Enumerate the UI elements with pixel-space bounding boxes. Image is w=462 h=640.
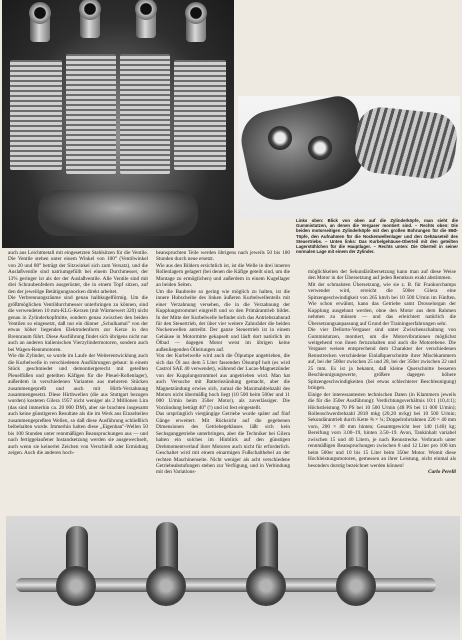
paragraph: Um die Baubreite so gering wie möglich zu halten, ist die innere Hubscheibe des linken äußeren Kurbelwellenteils mit einer Verzahnung versehen, die in die Verzahnung der Kupplungstrommel eingreift und so den Primärantrieb bildet. In der Mitte der Kurbelwelle befindet sich das Antriebszahnrad für den Steuertrieb, der über vier weitere Zahnräder die beiden Nockenwellen antreibt. Der ganze Steuertrieb ist in einem Gehäuse in Motormitte gekapselt und läuft dort natürlich im Ölbad — dagegen Motor weist im übrigen keine außenliegenden Ölleitungen auf.: [156, 288, 290, 353]
paragraph: Einige der interessantesten technischen Daten (in Klammern jeweils die für die 350er Ausführung): Verdichtungsverhältnis 10:1 (10,4:1); Höchstleistung 70 PS bei 10 500 U/min (48 PS bei 11 000 U/min); Rollenschwerdrehzahl 2818 mkg (20,20 m/kg) bei 10 500 U/min; Sekundärantrieb durch Kette ⅝ × ¼; Doppelrohrrahmen 220 × 40 mm vorn, 200 × 40 mm hinten; Gesamtgewicht leer 140 (140) kg; Bereifung vorn 3.00–19, hinten 3.50–19. Avon, Tankinhalt variabel zwischen 15 und 40 Litern, je nach Rennstrecke. Verbrauch unter rennmäßigen Beanspruchungen zwischen 8 und 12 Liter pro 100 km beim 500er und 10 bis 15 Liter beim 350er Motor. Womit diese Hochleistungsmotoren, gemessen an ihrer Leistung, nicht einmal als besonders durstig bezeichnet werden können!: [308, 391, 456, 469]
paragraph: Von der Kurbelwelle wird auch die Ölpumpe angetrieben, die sich das Öl aus dem 5 Liter fassenden Ölsumpf holt (es wird Castrol SAE 40 verwendet), während der Lucas-Magnetzünder von der Kupplungstrommel aus angetrieben wird. Man hat auch Versuche mit Batteriezündung gemacht, aber die Magnetzündung erwies sich, zumal die Maximaldrehzahl des Motors nicht übermäßig hoch liegt (10 500 beim 500er und 11 000 U/min beim 350er Motor), als zuverlässiger. Die Vorzündung beträgt 40° (!) und ist fest eingestellt.: [156, 353, 290, 411]
author-signature: Carlo Perelli: [428, 469, 456, 476]
paragraph: Mit der schmalsten Übersetzung, wie sie z. B. für Frankorchamps verwendet wird, erreicht die 500er Gilera eine Spitzengeschwindigkeit von 265 km/h bei 10 500 U/min im Fünften. Wie schon erwähnt, kann das Getriebe samt Drosselorgan der Kupplung ausgebaut werden, ohne den Motor aus dem Rahmen nehmen zu müssen — und das erleichtert natürlich die Übersetzungsanpassung auf Grund der Trainingserfahrungen sehr.: [308, 281, 456, 327]
engine-top-photo: [2, 0, 234, 248]
text-column-3: [308, 269, 456, 476]
crankcase-photo: [6, 516, 460, 640]
text-column-1: [8, 250, 148, 457]
paragraph: auch aus Leichtmetall mit eingesetzten Stahlsitzen für die Ventile. Die Ventile stehen unter einem Winkel von 100° (Ventilwinkel von 20 und 80° beträgt der Sitzwinkel sich zum Versatz), und die Auslaßventile sind natriumgefüllt bei einem Durchmesser, der 13% geringer ist als der der Auslaßventile. Alle Ventile sind mit drei Schraubenfedern ausgerüstet, die in einem Topf sitzen, auf den der jeweilige Betätigungsnocken direkt arbeitet.: [8, 250, 148, 295]
paragraph: Die vier Dellorto-Vergaser sind unter Zwischenschaltung von Gummistutzen, montiert, um die Motorvibrationen möglichst weitgehend von ihnen fernzuhalten und auch die Motorebene. Die Vergaser weisen entsprechend dem Charakter der verschiedenen Rennstrecken verschiedene Einlaßquerschnitte ihrer Mischkammern auf, bei der 500er zwischen 25 und 28, bei der 350er zwischen 22 und 25 mm. Es ist ja bekannt, daß kleine Querschnitte besseren Beschleunigungswerte, größere dagegen höhere Spitzengeschwindigkeiten (bei etwas schlechterer Beschleunigung) bringen.: [308, 327, 456, 392]
paragraph: Wie die Zylinder, so wurde im Laufe der Weiterentwicklung auch die Kurbelwelle in verschiedenen Ausführungen gebaut: in einem Stück geschmiedet und demontiergerecht mit geteilten Pleuelfüßen und geteilten Käfigen für die Pleuel-Rollenlager), außerdem in verschiedenen Varianten aus mehreren Stücken zusammengepreßt und auch mit Hirth-Verzahnung zusammengesetzt. Diese Hirthwellen (die aus Stuttgart bezogen wurden) kosteten Gilera 1957 nicht weniger als 2 Millionen Lira (das sind immerhin ca. 20 000 DM), aber sie brachten insgesamt auch keine günstigeren Resultate als die im Werk aus Einzelteilen zusammengepreßten Wellen, so daß diese Ausführung schließlich beibehalten wurde. Immerhin halten diese „Eigenbau"-Wellen 50 bis 100 Stunden unter rennmäßigen Beanspruchungen aus — und nach fertiggelaufener Instandsetzung werden sie ausgewechselt, auch wenn sie keinerlei Zeichen von Verschleiß oder Ermüdung zeigen. Auch die anderen hoch-: [8, 353, 148, 457]
paragraph: beanspruchten Teile werden übrigens nach jeweils 50 bis 100 Stunden durch neue ersetzt.: [156, 250, 290, 263]
paragraph: Die Verbrennungsräume sind genau halbkugelförmig. Um die größtmöglichen Ventildurchmesser unterbringen zu können, sind die verwendeten 10 mm-KLG-Kerzen (mit Wärmewert 320) nicht genau in Zylinderkopfmitte, sondern genau zwischen den beiden Ventilen so eingesetzt, daß nur ein dünner „Schulkamal" von der etwas höher liegenden Elektrodenform zur Kerze in den Brennraum führt. Diese Ausführung findet sich übrigens nicht nur auch an anderen italienischen Vierzylindermotoren, sondern auch bei Wagen-Rennmotoren.: [8, 295, 148, 353]
paragraph: Das ursprünglich viergängige Getriebe wurde später auf fünf Gänge erweitert. Mit Rücksicht auf die gegebenen Dimensionen des Getriebegehäuses läßt sich kein Sechsganggetriebe unterbringen, aber die Techniker bei Gilera halten ein solches im Hinblick auf den günstigen Drehmomentverlauf ihrer Motoren auch nicht für erforderlich. Geschaltet wird mit einem einarmigen Fußschalthebel an der rechten Maschinenseite. Nicht weniger als acht verschiedene Getriebeabstufungen stehen zur Verfügung, und in Verbindung mit den Variations-: [156, 411, 290, 476]
paragraph: Wie aus den Bildern ersichtlich ist, ist die Welle in drei inneren Rollenlagern gelagert (bei denen die Käfige geteilt sind, um die Montage zu ermöglichen) und außerdem in einem Kugellager an beiden Seiten.: [156, 262, 290, 289]
paragraph: möglichkeiten der Sekundärübersetzung kann man auf diese Weise den Motor in der Übersetzung auf jeden Rennkurs exakt abstimmen.: [308, 269, 456, 282]
photo-caption: Links oben: Blick von oben auf die Zylinderköpfe, man sieht die Gummistutzen, an denen die Vergaser montiert sind. – Rechts oben: Die beiden motorseitigen Zylinderköpfe mit den großen Bohrungen für die 86Ø-Töpfe, den Aufnahmen für die Nockenwellenlager und den Gehäuseteil des Steuertriebs. – Unten links: Das Kurbelgehäuse-Oberteil mit den geteilten Lagerstühlchen für die Hauptlager. – Rechts unten: Die Oberteil in seiner normalen Lage mit einem der Zylinder.: [296, 218, 458, 255]
text-column-2: [156, 250, 290, 476]
cylinder-heads-photo: [238, 96, 460, 218]
